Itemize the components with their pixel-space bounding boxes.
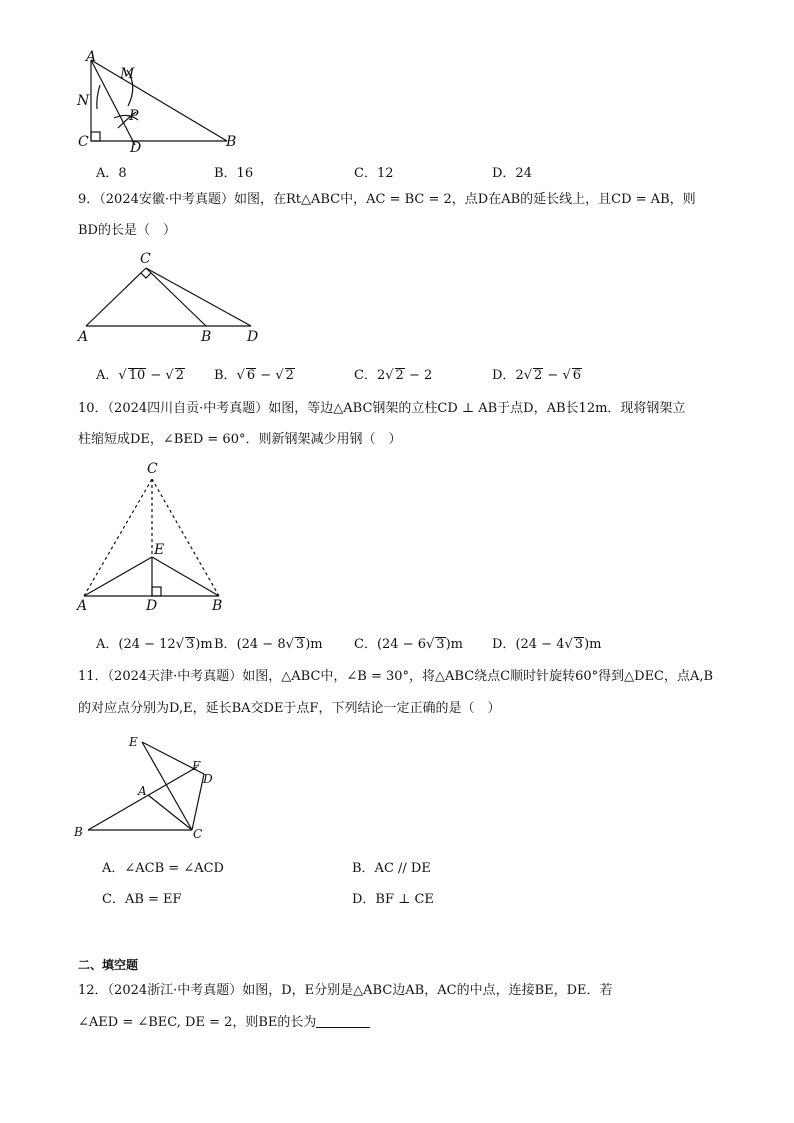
q11-label-b: B xyxy=(74,825,83,839)
q11-figure xyxy=(70,728,230,844)
q10-option-b[interactable]: B．(24 − 8√ 3)m xyxy=(214,637,323,652)
q11-option-a[interactable]: A．∠ACB = ∠ACD xyxy=(102,861,224,876)
q9-option-c-prefix: C． xyxy=(354,368,377,383)
q10-option-b-rad: 3 xyxy=(295,637,305,652)
q9-label-c: C xyxy=(140,251,151,267)
q8-option-b[interactable]: B．16 xyxy=(214,166,254,181)
q10-option-a-pre: (24 − 12 xyxy=(118,637,176,652)
q9-option-d-rad1: 2 xyxy=(534,368,543,383)
q11-option-b[interactable]: B．AC // DE xyxy=(352,861,431,876)
q8-label-b: B xyxy=(226,134,237,150)
q11-option-c[interactable]: C．AB = EF xyxy=(102,892,182,907)
q11-label-f: F xyxy=(192,759,201,773)
q10-option-b-post: )m xyxy=(305,637,323,652)
q9-option-a-rad1: 10 xyxy=(128,368,146,383)
q10-figure xyxy=(70,456,240,616)
q10-option-a-rad: 3 xyxy=(186,637,195,652)
q8-label-a: A xyxy=(86,49,97,65)
q9-stem-line1: 9．（2024安徽·中考真题）如图，在Rt△ABC中，AC = BC = 2，点D在AB的延长线上，且CD = AB，则 xyxy=(78,192,696,207)
q10-option-c-pre: (24 − 6 xyxy=(376,637,426,652)
q10-label-d: D xyxy=(146,598,158,614)
q8-figure xyxy=(70,48,250,156)
q10-option-c-rad: 3 xyxy=(436,637,445,652)
q9-option-c-tail: − 2 xyxy=(404,368,433,383)
q10-stem-line1: 10．（2024四川自贡·中考真题）如图，等边△ABC钢架的立柱CD ⊥ AB于点D，AB长12m．现将钢架立 xyxy=(78,401,686,416)
q10-label-c: C xyxy=(147,461,158,477)
q9-option-d-prefix: D． xyxy=(492,368,516,383)
q9-option-a-rad2: 2 xyxy=(175,368,184,383)
q10-option-c-post: )m xyxy=(445,637,463,652)
q8-label-c: C xyxy=(78,134,89,150)
q9-option-c-coef: 2 xyxy=(376,368,386,383)
q10-option-a-post: )m xyxy=(195,637,213,652)
q9-option-d-rad2: 6 xyxy=(572,368,582,383)
q11-label-a: A xyxy=(138,784,147,798)
q9-label-b: B xyxy=(201,329,212,345)
q9-option-a[interactable]: A．√ 10 − √ 2 xyxy=(96,368,184,383)
q8-label-m: M xyxy=(120,66,135,82)
q9-option-a-prefix: A． xyxy=(96,368,119,383)
q10-option-d[interactable]: D．(24 − 4√ 3)m xyxy=(492,637,602,652)
q10-label-a: A xyxy=(77,598,88,614)
q11-label-c: C xyxy=(193,827,203,841)
q9-option-b-op: − xyxy=(256,368,276,383)
q8-option-d[interactable]: D．24 xyxy=(492,166,532,181)
q9-option-b[interactable]: B．√ 6 − √ 2 xyxy=(214,368,294,383)
q11-option-d[interactable]: D．BF ⊥ CE xyxy=(352,892,434,907)
q9-option-c-rad: 2 xyxy=(395,368,404,383)
q10-label-e: E xyxy=(154,542,165,558)
q12-stem-line2-text: ∠AED = ∠BEC, DE = 2，则BE的长为 xyxy=(78,1015,317,1030)
q10-option-d-prefix: D． xyxy=(492,637,516,652)
q9-option-d-op: − xyxy=(543,368,563,383)
q9-option-d-coef: 2 xyxy=(515,368,524,383)
q9-option-b-rad2: 2 xyxy=(285,368,294,383)
q9-figure xyxy=(70,248,270,346)
q9-option-d[interactable]: D．2√ 2 − √ 6 xyxy=(492,368,582,383)
q9-stem-line2: BD的长是（ ） xyxy=(78,223,176,238)
q10-option-b-prefix: B． xyxy=(214,637,237,652)
q9-option-a-op: − xyxy=(146,368,166,383)
q12-answer-blank[interactable] xyxy=(316,1015,370,1028)
q10-option-c-prefix: C． xyxy=(354,637,377,652)
q11-stem-line2: 的对应点分别为D,E，延长BA交DE于点F，下列结论一定正确的是（ ） xyxy=(78,701,501,716)
q10-option-d-rad: 3 xyxy=(574,637,584,652)
q10-option-d-pre: (24 − 4 xyxy=(515,637,565,652)
q9-option-b-rad1: 6 xyxy=(246,368,256,383)
q9-label-d: D xyxy=(247,329,259,345)
q9-option-b-prefix: B． xyxy=(214,368,237,383)
q12-stem-line1: 12．（2024浙江·中考真题）如图，D，E分别是△ABC边AB，AC的中点，连接BE，DE．若 xyxy=(78,983,613,998)
q9-option-c[interactable]: C．2√ 2 − 2 xyxy=(354,368,433,383)
q11-label-d: D xyxy=(203,772,213,786)
q8-label-d: D xyxy=(130,140,142,156)
q11-label-e: E xyxy=(129,735,138,749)
q8-label-n: N xyxy=(77,93,90,109)
q9-label-a: A xyxy=(78,329,89,345)
q11-stem-line1: 11．（2024天津·中考真题）如图，△ABC中，∠B = 30°，将△ABC绕点C顺时针旋转60°得到△DEC，点A,B xyxy=(78,669,714,684)
q10-option-a-prefix: A． xyxy=(96,637,119,652)
q10-option-d-post: )m xyxy=(584,637,602,652)
q8-option-a[interactable]: A．8 xyxy=(96,166,127,181)
q10-option-b-pre: (24 − 8 xyxy=(236,637,286,652)
q8-option-c[interactable]: C．12 xyxy=(354,166,394,181)
q10-label-b: B xyxy=(212,598,223,614)
q8-label-p: P xyxy=(129,108,139,124)
q12-stem-line2 xyxy=(78,1014,370,1032)
q10-option-a[interactable]: A．(24 − 12√ 3)m xyxy=(96,637,213,652)
section-title-fill-in: 二、填空题 xyxy=(78,958,139,972)
q10-option-c[interactable]: C．(24 − 6√ 3)m xyxy=(354,637,463,652)
q10-stem-line2: 柱缩短成DE，∠BED = 60°．则新钢架减少用钢（ ） xyxy=(78,432,402,447)
